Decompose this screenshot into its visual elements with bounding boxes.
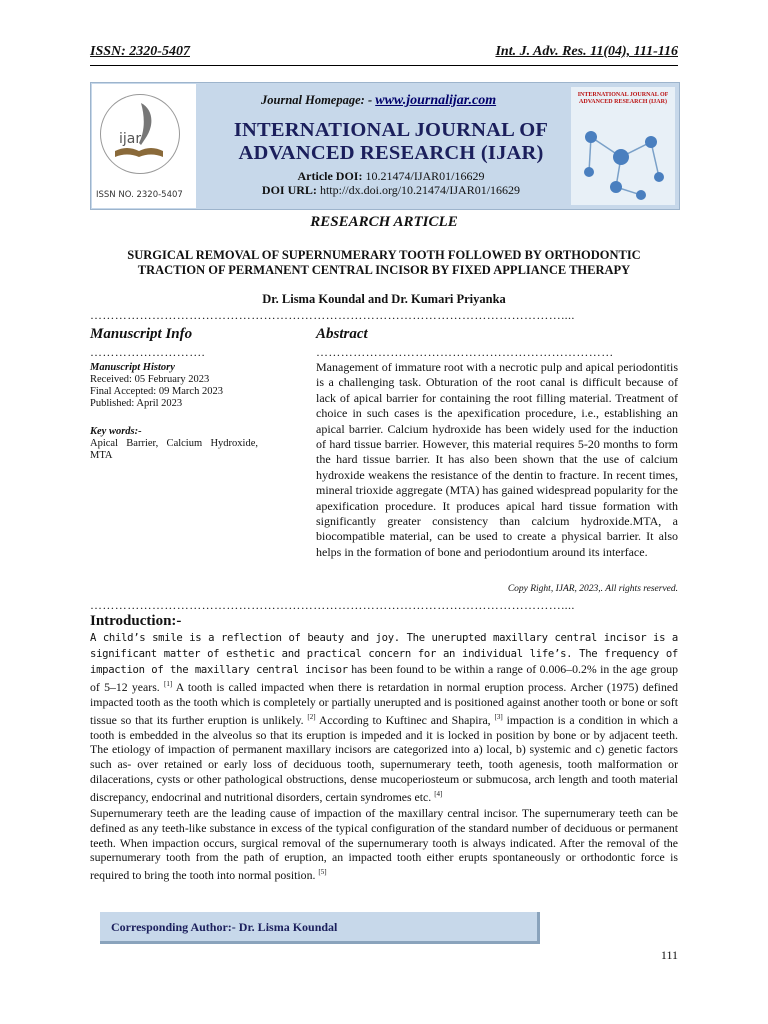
header-rule <box>90 65 678 66</box>
journal-title-line1: INTERNATIONAL JOURNAL OF <box>233 119 549 141</box>
homepage-link[interactable]: www.journalijar.com <box>375 93 497 108</box>
dotted-separator: ……………………………………………………………… <box>316 345 614 359</box>
doi-value: 10.21474/IJAR01/16629 <box>365 169 485 183</box>
journal-title <box>221 119 561 165</box>
dotted-separator: ………………………. <box>90 345 205 359</box>
article-title-line2: TRACTION OF PERMANENT CENTRAL INCISOR BY FIXED APPLIANCE THERAPY <box>137 263 631 277</box>
corresponding-author-box <box>100 912 540 944</box>
article-title-line1: SURGICAL REMOVAL OF SUPERNUMERARY TOOTH FOLLOWED BY ORTHODONTIC <box>127 248 641 262</box>
introduction-paragraph-1 <box>90 630 678 805</box>
accepted-date: Final Accepted: 09 March 2023 <box>90 386 223 397</box>
homepage-label: Journal Homepage: - <box>261 93 376 107</box>
reference-5: [5] <box>318 868 327 877</box>
abstract-text: Management of immature root with a necrotic pulp and apical periodontitis is a challenging task. Obturation of the root canal is difficult because of lack of apical barrier for containing the root filling material. Treatment of choice in such cases is the apexification procedure, i.e., establishing an apical barrier. Calcium hydroxide has been widely used for the induction of hard tissue barrier. However, this material requires 5-20 months to form the hard tissue barrier. It has also been shown that the use of calcium hydroxide weakens the resistance of the dentin to fracture. In recent times, mineral trioxide aggregate (MTA) has gained widespread popularity for the apexification procedure. It produces apical hard tissue formation with significantly greater consistency than calcium hydroxide.MTA, a biocompatible material, can be used to create a physical barrier. It also helps in the formation of bone and periodontium around its interface. <box>316 360 678 559</box>
logo-circle <box>100 94 180 174</box>
keywords-label: Key words:- <box>90 426 142 437</box>
intro-opening-text: A child’s smile is a reflection of beauty and joy. The unerupted maxillary central incisor is a significant matter of esthetic and practical concern for an individual life’s. The frequency of impaction of the maxillary central incisor <box>90 632 678 676</box>
received-date: Received: 05 February 2023 <box>90 374 210 385</box>
intro-text: has been found to be within a range of 0.006–0.2% in the age group of 5–12 years. <box>90 661 678 695</box>
introduction-paragraph-2 <box>90 806 678 883</box>
published-date: Published: April 2023 <box>90 398 183 409</box>
dotted-separator: …………………………………………………………………………………………………….... <box>90 598 575 612</box>
reference-4: [4] <box>434 789 443 798</box>
article-title <box>100 248 668 278</box>
journal-homepage <box>261 93 496 109</box>
cover-title: INTERNATIONAL JOURNAL OF ADVANCED RESEARCH (IJAR) <box>577 92 669 105</box>
history-label: Manuscript History <box>90 362 175 373</box>
manuscript-history <box>90 362 258 462</box>
intro-text: According to Kuftinec and Shapira, <box>315 712 495 727</box>
citation-header: Int. J. Adv. Res. 11(04), 111-116 <box>495 44 678 59</box>
journal-banner <box>90 82 680 210</box>
introduction-heading: Introduction:- <box>90 613 182 629</box>
copyright-notice: Copy Right, IJAR, 2023,. All rights reserved. <box>507 584 678 594</box>
page-number: 111 <box>660 948 678 962</box>
manuscript-info-heading: Manuscript Info <box>90 326 193 342</box>
corresponding-author: Corresponding Author:- Dr. Lisma Koundal <box>111 920 338 934</box>
doi-label: Article DOI: <box>297 169 363 183</box>
reference-3: [3] <box>494 712 503 721</box>
keywords-value: Apical Barrier, Calcium Hydroxide, MTA <box>90 438 258 461</box>
dotted-separator: …………………………………………………………………………………………………….... <box>90 308 575 322</box>
molecule-graphic <box>571 87 675 205</box>
reference-2: [2] <box>307 712 316 721</box>
intro-text: A tooth is called impacted when there is retardation in normal eruption process. Archer (1975) defined impacted tooth as the tooth which is completely or partially unerupted and is positioned against another tooth or bone or soft tissue so that its further eruption is unlikely. <box>90 680 678 727</box>
issn-header: ISSN: 2320-5407 <box>90 44 190 59</box>
journal-cover-image <box>571 87 675 205</box>
article-authors: Dr. Lisma Koundal and Dr. Kumari Priyanka <box>262 292 506 306</box>
logo-text: ijar <box>119 131 142 147</box>
article-type: RESEARCH ARTICLE <box>310 214 458 230</box>
doi-url-label: DOI URL: <box>261 183 317 197</box>
intro-text: Supernumerary teeth are the leading cause of impaction of the maxillary central incisor. The supernumerary teeth can be defined as any teeth-like substance in excess of the typical configuration of the standard number of deciduous or permanent teeth. When impaction occurs, surgical removal of the supernumerary tooth is always indicated. After the removal of the supernumerary tooth from the path of eruption, an impacted tooth either erupts spontaneously or orthodontic force is required to bring the tooth into normal position. <box>90 806 678 883</box>
logo-issn: ISSN NO. 2320-5407 <box>96 190 183 200</box>
reference-1: [1] <box>163 680 173 689</box>
journal-logo <box>92 84 196 208</box>
journal-title-line2: ADVANCED RESEARCH (IJAR) <box>238 142 544 164</box>
doi-block <box>231 169 551 197</box>
abstract-heading: Abstract <box>316 326 368 342</box>
intro-text: impaction is a condition in which a tooth is embedded in the alveolus so that its eruption is impeded and it is locked in position by bone or by adjacent teeth. The etiology of impaction of permanent maxillary incisors are categorized into a) local, b) systemic and c) genetic factors such as- over retained or early loss of deciduous tooth, supernumerary teeth, tooth agenesis, tooth malformation or dilacerations, cysts or other pathological obstructions, dense mucoperiosteum or submucosa, arch length and tooth material discrepancy, endocrinal and nutritional disorders, certain syndromes etc. <box>90 712 678 804</box>
doi-url-link[interactable]: http://dx.doi.org/10.21474/IJAR01/16629 <box>319 183 521 197</box>
